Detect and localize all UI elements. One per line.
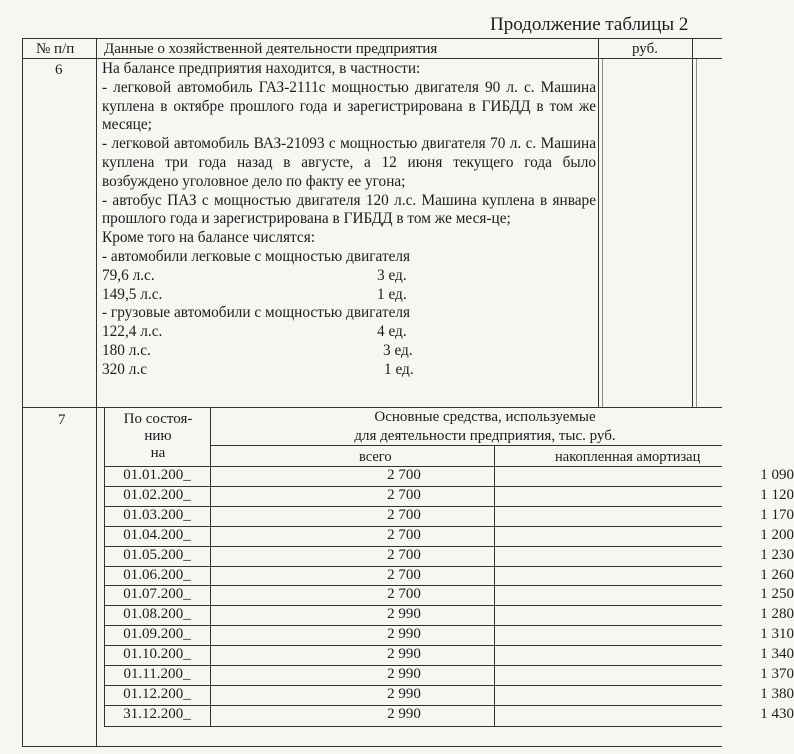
cell-total: 2 700 — [387, 566, 421, 583]
cell-date: 01.01.200_ — [123, 467, 191, 483]
cell-date: 01.07.200_ — [123, 586, 191, 603]
cell-total: 2 990 — [387, 685, 421, 702]
assets-header-line: Основные средства, используемые — [374, 409, 596, 425]
header-rub: руб. — [632, 41, 658, 57]
car-count-row — [102, 286, 596, 305]
state-header-line: на — [150, 445, 166, 461]
cell-date: 01.08.200_ — [123, 606, 191, 623]
car-count: 1 ед. — [377, 285, 407, 303]
cell-depreciation: 1 380 — [760, 685, 794, 702]
cell-date: 01.12.200_ — [123, 685, 191, 702]
grid-num-sep — [96, 38, 97, 747]
row6-number: 6 — [55, 62, 63, 78]
table-row — [104, 606, 794, 625]
grid-bottom — [22, 746, 722, 747]
cell-total: 2 700 — [387, 586, 421, 603]
cell-date: 01.05.200_ — [123, 546, 191, 563]
row6-paragraph: На балансе предприятия находится, в частности: — [102, 60, 421, 77]
cell-date: 01.10.200_ — [123, 646, 191, 663]
grid-top — [22, 38, 722, 39]
grid-under-header — [22, 58, 722, 59]
cell-total: 2 700 — [387, 467, 421, 483]
cell-date: 31.12.200_ — [123, 705, 191, 722]
cell-depreciation: 1 430 — [760, 705, 794, 722]
col-depr-header: накопленная амортизац — [555, 449, 701, 465]
cell-date: 01.09.200_ — [123, 626, 191, 643]
trucks-label: - грузовые автомобили с мощностью двигателя — [102, 304, 411, 322]
cell-depreciation: 1 260 — [760, 566, 794, 583]
cell-total: 2 700 — [387, 526, 421, 543]
cell-total: 2 990 — [387, 666, 421, 682]
cell-date: 01.04.200_ — [123, 526, 191, 543]
cell-date: 01.06.200_ — [123, 566, 191, 583]
truck-count: 4 ед. — [377, 323, 407, 341]
cell-total: 2 700 — [387, 546, 421, 563]
car-count: 3 ед. — [377, 266, 407, 284]
continuation-title: Продолжение таблицы 2 — [490, 14, 689, 35]
row6-paragraph: - автобус ПАЗ с мощностью двигателя 120 л.с. Машина куплена в январе прошлого года и зарегистрирована в ГИБДД в том же меся-це; — [102, 191, 596, 228]
grid-right — [692, 38, 693, 408]
grid-rub-sep — [598, 38, 599, 408]
table-row — [104, 506, 794, 526]
cell-depreciation: 1 090 — [760, 467, 794, 483]
car-power: 79,6 л.с. — [102, 266, 155, 284]
cell-depreciation: 1 230 — [760, 546, 794, 563]
cell-depreciation: 1 200 — [760, 526, 794, 543]
cell-depreciation: 1 250 — [760, 586, 794, 603]
table-row — [104, 566, 794, 586]
cell-date: 01.03.200_ — [123, 506, 191, 523]
assets-header-line: для деятельности предприятия, тыс. руб. — [354, 428, 616, 444]
cell-depreciation: 1 280 — [760, 606, 794, 623]
truck-power: 320 л.с — [102, 360, 148, 378]
row6-paragraph: - легковой автомобиль ВАЗ-21093 с мощностью двигателя 70 л. с. Машина куплена три года назад в августе, а 12 июня текущего года было возбуждено уголовное дело по факту ее угона; — [102, 135, 596, 190]
cell-date: 01.11.200_ — [123, 666, 191, 682]
row6-text — [102, 60, 596, 380]
cell-total: 2 700 — [387, 506, 421, 523]
truck-power: 122,4 л.с. — [102, 323, 163, 341]
cell-total: 2 990 — [387, 646, 421, 663]
truck-count-row — [102, 323, 596, 342]
cell-depreciation: 1 370 — [760, 666, 794, 682]
grid-right2 — [696, 58, 697, 408]
row6-paragraph: Кроме того на балансе числятся: — [102, 229, 315, 247]
truck-power: 180 л.с. — [102, 341, 151, 359]
inner-bottom — [104, 726, 722, 727]
car-power: 149,5 л.с. — [102, 285, 163, 303]
header-data: Данные о хозяйственной деятельности предприятия — [104, 41, 438, 57]
cell-total: 2 700 — [387, 486, 421, 503]
state-header — [106, 411, 210, 462]
row7-number: 7 — [58, 412, 66, 428]
header-num: № п/п — [36, 41, 75, 57]
table-row — [104, 467, 794, 486]
truck-count-row — [102, 342, 596, 361]
table-row — [104, 586, 794, 605]
cell-total: 2 990 — [387, 606, 421, 623]
cell-depreciation: 1 340 — [760, 646, 794, 663]
table-row — [104, 646, 794, 665]
table-row — [104, 705, 794, 725]
truck-count: 3 ед. — [383, 341, 413, 359]
car-count-row — [102, 267, 596, 286]
cell-depreciation: 1 310 — [760, 626, 794, 643]
table-row — [104, 626, 794, 645]
grid-left — [22, 38, 23, 747]
table-row — [104, 685, 794, 705]
cell-total: 2 990 — [387, 705, 421, 722]
row6-paragraph: - легковой автомобиль ГАЗ-2111с мощностью двигателя 90 л. с. Машина куплена в октябре прошлого года и зарегистрирована в ГИБДД в том же месяце; — [102, 78, 596, 134]
row6-paragraph: - автомобили легковые с мощностью двигателя — [102, 247, 411, 265]
cell-depreciation: 1 120 — [760, 486, 794, 503]
cell-total: 2 990 — [387, 626, 421, 643]
truck-count-row — [102, 361, 596, 380]
cell-depreciation: 1 170 — [760, 506, 794, 523]
state-header-line: нию — [144, 428, 172, 444]
assets-header — [330, 408, 640, 446]
table-row — [104, 526, 794, 546]
col-total-header: всего — [359, 449, 392, 465]
grid-rub-sep2 — [602, 58, 603, 408]
truck-count: 1 ед. — [384, 360, 414, 378]
cell-date: 01.02.200_ — [123, 486, 191, 503]
state-header-line: По состоя- — [123, 411, 193, 427]
table-row — [104, 546, 794, 566]
table-row — [104, 486, 794, 506]
table-row — [104, 666, 794, 685]
